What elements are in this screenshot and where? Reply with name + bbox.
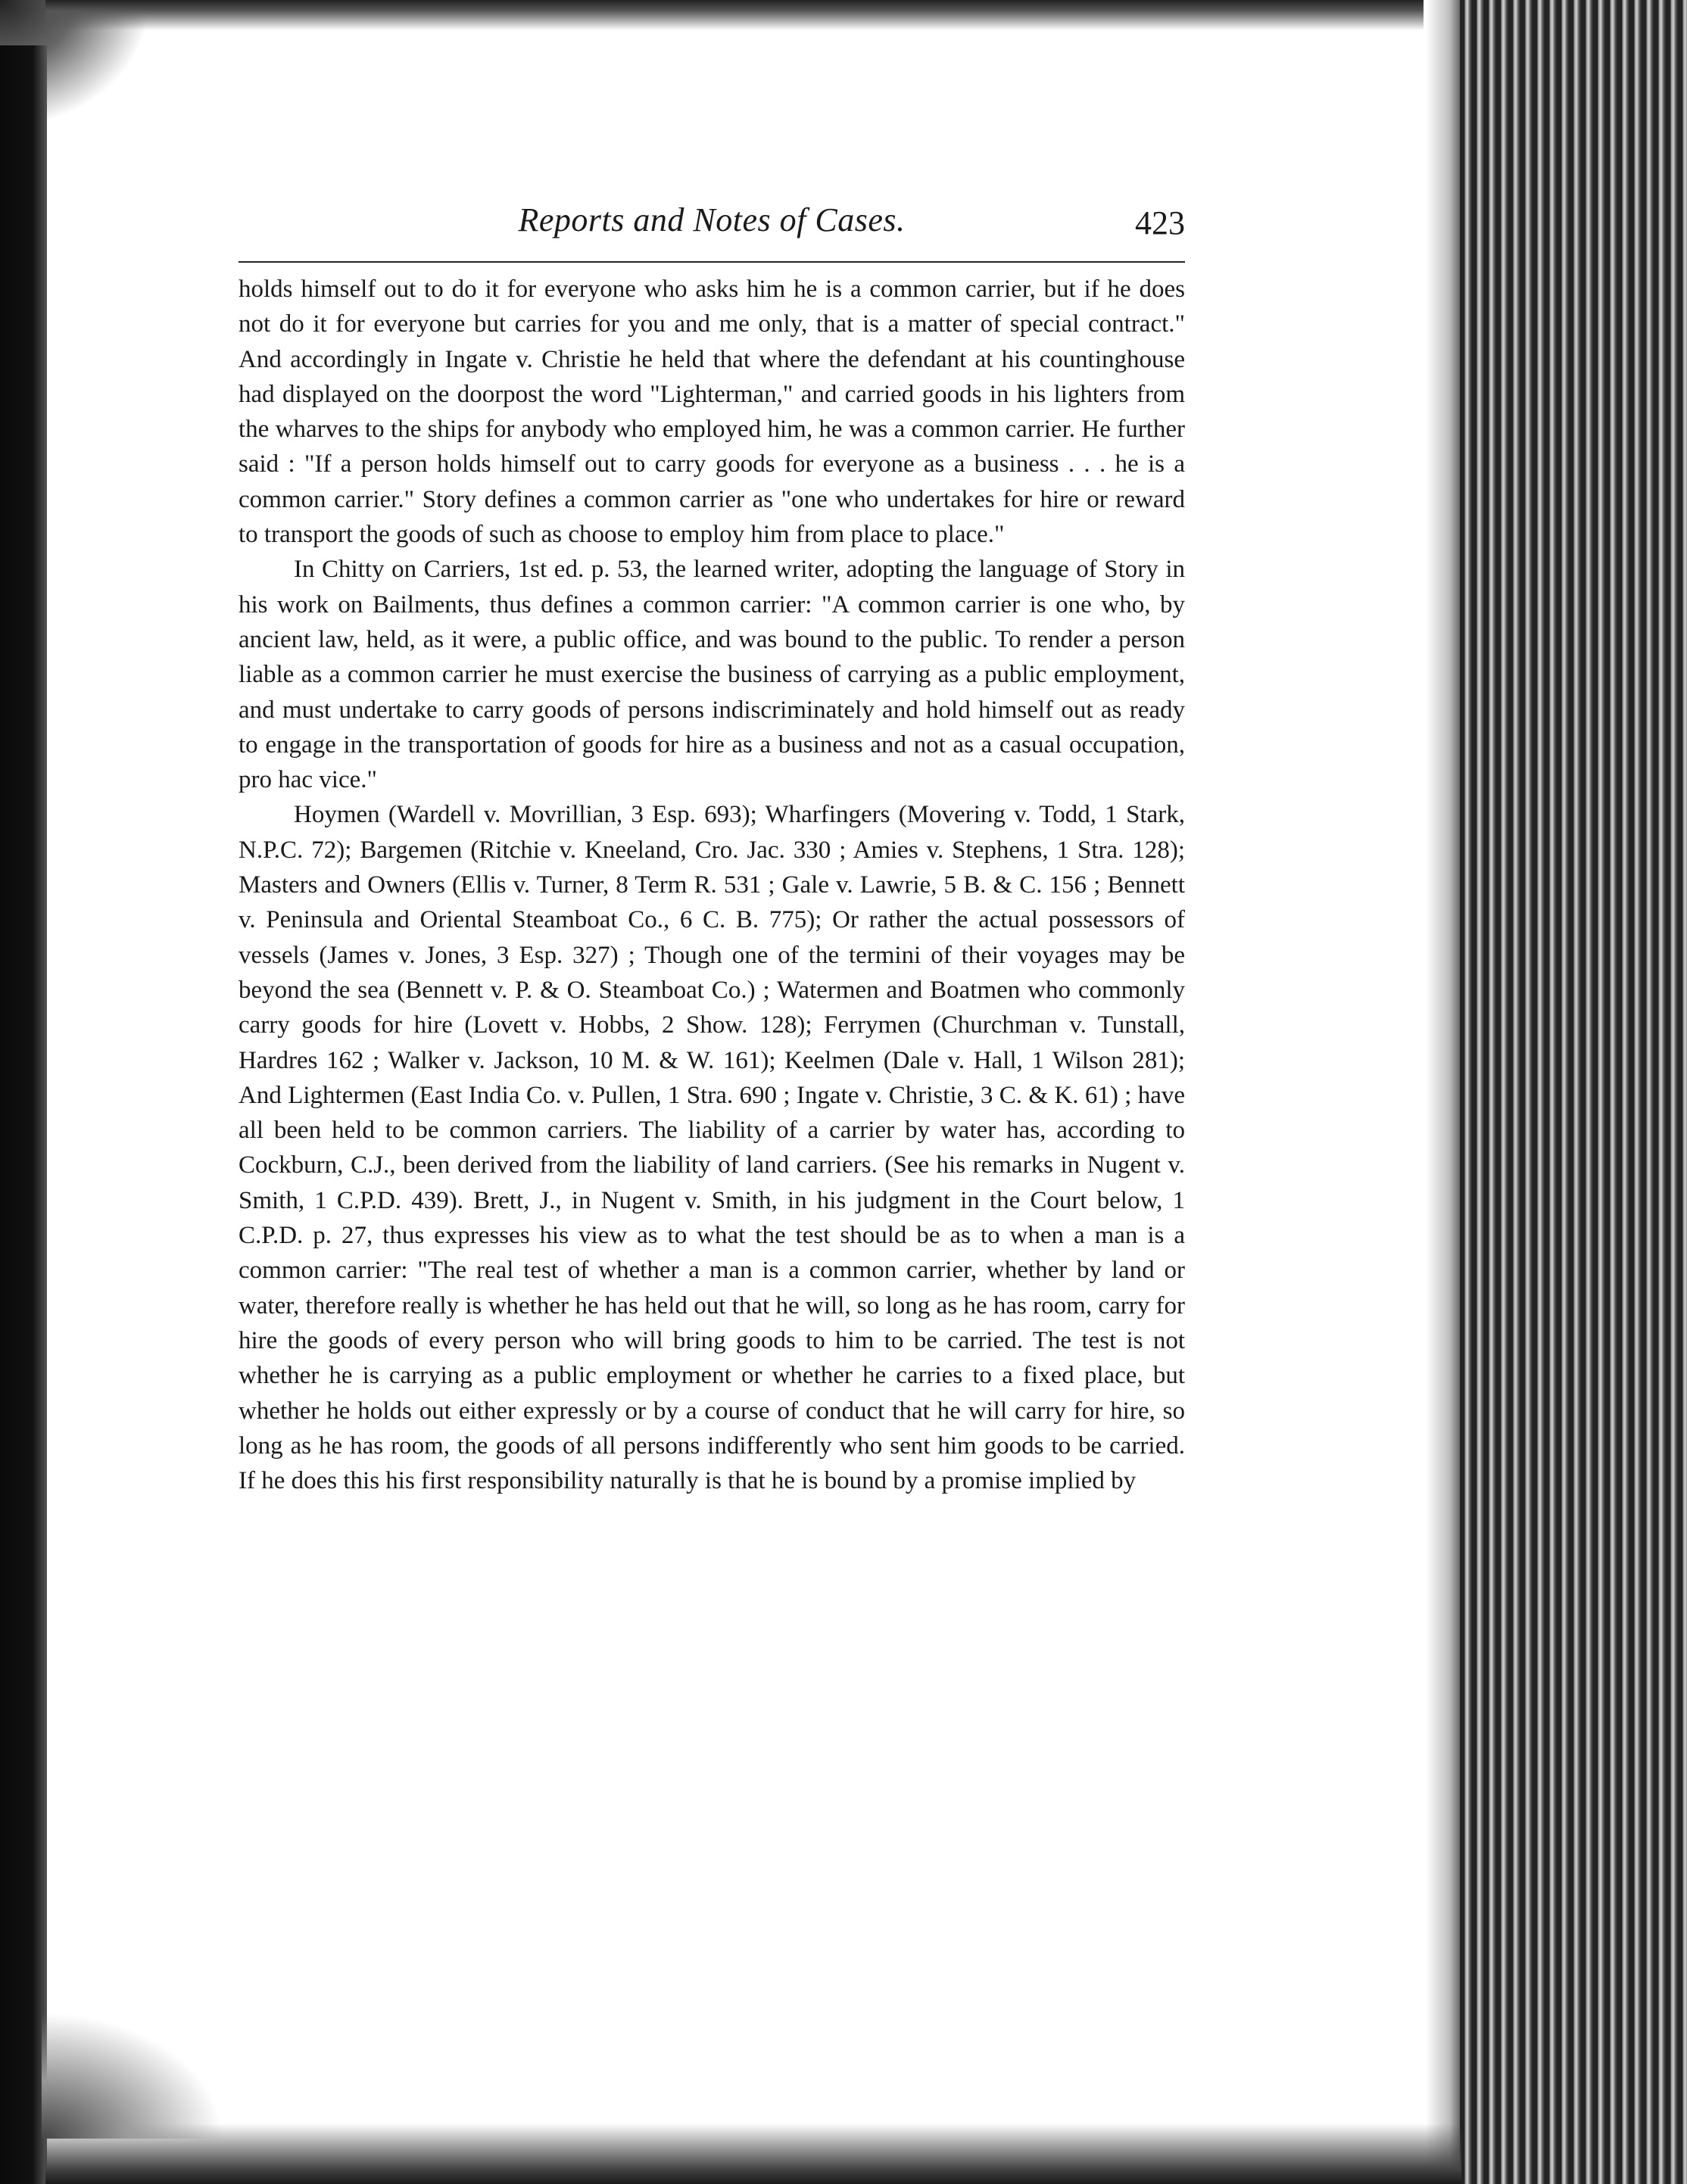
paragraph-continued: holds himself out to do it for everyone who asks him he is a common carrier, but if he does not do it for everyone but carries for you and me only, that is a matter of special contract." And accordingly in Ingate v. Christie he held that where the defendant at his countinghouse had displayed on the doorpost the word "Lighterman," and carried goods in his lighters from the wharves to the ships for anybody who employed him, he was a common carrier. He further said : "If a person holds himself out to carry goods for everyone as a business . . . he is a common carrier." Story defines a common carrier as "one who undertakes for hire or reward to transport the goods of such as choose to employ him from place to place." xyxy=(239,276,1185,549)
header-rule xyxy=(239,261,1185,263)
book-page xyxy=(239,201,1185,1498)
book-page-edges xyxy=(1460,0,1687,2184)
running-head xyxy=(239,201,1185,261)
page-number: 423 xyxy=(1135,204,1185,241)
scan-smudge-bottom-left xyxy=(42,2002,239,2139)
running-title: Reports and Notes of Cases. xyxy=(518,201,906,238)
scan-shadow-top xyxy=(45,0,1424,30)
paragraph-case-list: Hoymen (Wardell v. Movrillian, 3 Esp. 693); Wharfingers (Movering v. Todd, 1 Stark, N.P.C. 72); Bargemen (Ritchie v. Kneeland, Cro. Jac. 330 ; Amies v. Stephens, 1 Stra. 128); Masters and Owners (Ellis v. Turner, 8 Term R. 531 ; Gale v. Lawrie, 5 B. & C. 156 ; Bennett v. Peninsula and Oriental Steamboat Co., 6 C. B. 775); Or rather the actual possessors of vessels (James v. Jones, 3 Esp. 327) ; Though one of the termini of their voyages may be beyond the sea (Bennett v. P. & O. Steamboat Co.) ; Watermen and Boatmen who commonly carry goods for hire (Lovett v. Hobbs, 2 Show. 128); Ferrymen (Churchman v. Tunstall, Hardres 162 ; Walker v. Jackson, 10 M. & W. 161); Keelmen (Dale v. Hall, 1 Wilson 281); And Lightermen (East India Co. v. Pullen, 1 Stra. 690 ; Ingate v. Christie, 3 C. & K. 61) ; have all been held to be common carriers. The liability of a carrier by water has, according to Cockburn, C.J., been derived from the liability of land carriers. (See his remarks in Nugent v. Smith, 1 C.P.D. 439). Brett, J., in Nugent v. Smith, in his judgment in the Court below, 1 C.P.D. p. 27, thus expresses his view as to what the test should be as to when a man is a common carrier: "The real test of whether a man is a common carrier, whether by land or water, therefore really is whether he has held out that he will, so long as he has room, carry for hire the goods of every person who will bring goods to him to be carried. The test is not whether he is carrying as a public employment or whether he carries to a fixed place, but whether he holds out either expressly or by a course of conduct that he will carry for hire, so long as he has room, the goods of all persons indifferently who sent him goods to be carried. If he does this his first responsibility naturally is that he is bound by a promise implied by xyxy=(239,801,1185,1495)
page-curl-shadow xyxy=(1426,0,1460,2184)
paragraph-chitty-on-carriers: In Chitty on Carriers, 1st ed. p. 53, the learned writer, adopting the language of Story in his work on Bailments, thus defines a common carrier: "A common carrier is one who, by ancient law, held, as it were, a public office, and was bound to the public. To render a person liable as a common carrier he must exercise the business of carrying as a public employment, and must undertake to carry goods of persons indiscriminately and hold himself out as ready to engage in the transportation of goods for hire as a business and not as a casual occupation, pro hac vice." xyxy=(239,556,1185,794)
scan-shadow-bottom xyxy=(45,2123,1461,2184)
scan-shadow-left xyxy=(0,45,47,2184)
